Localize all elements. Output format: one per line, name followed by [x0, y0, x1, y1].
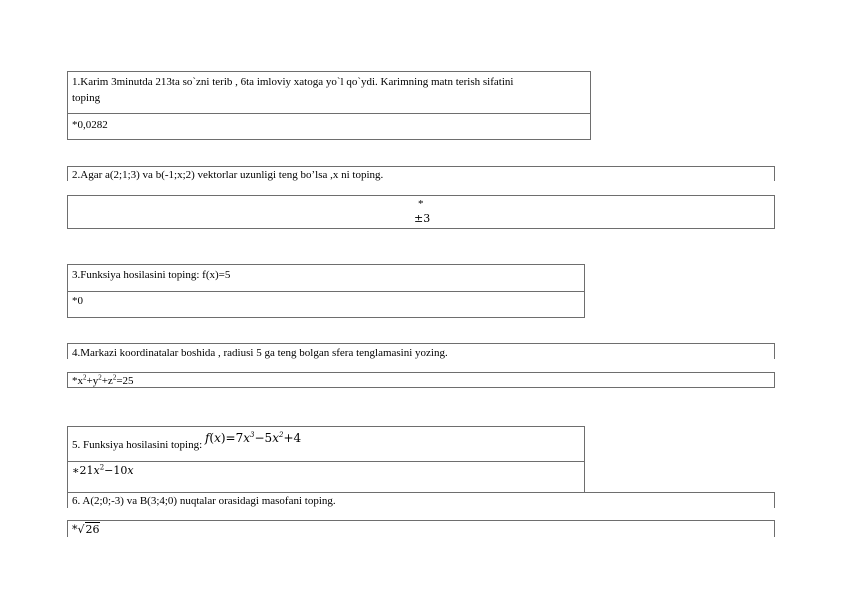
answer-4-text: $*x^2+y^2+z^2=25$: [72, 373, 134, 387]
question-2-box: [67, 166, 775, 181]
question-5-text: 5. Funksiya hosilasini toping: $f(x)=7x^3-5x^2+4$: [72, 431, 302, 451]
question-1-box: [67, 71, 591, 114]
answer-2-box: [67, 195, 775, 229]
question-4-box: [67, 343, 775, 359]
answer-1-box: [67, 113, 591, 140]
answer-2-star: *: [418, 198, 424, 210]
answer-2-text: ±3: [414, 212, 431, 225]
question-3-box: [67, 264, 585, 292]
question-1-text: 1.Karim 3minutda 213ta so`zni terib , 6ta imloviy xatoga yo`l qo`ydi. Karimning matn terish sifatini: [72, 76, 514, 88]
answer-5-box: [67, 461, 585, 493]
question-5-formula: $f(x)=7x^3-5x^2+4$: [204, 431, 302, 445]
answer-3-text: *0: [72, 295, 83, 307]
answer-4-box: [67, 372, 775, 388]
question-6-text: 6. A(2;0;-3) va B(3;4;0) nuqtalar orasidagi masofani toping.: [72, 495, 336, 507]
answer-6-box: [67, 520, 775, 537]
answer-5-text: $∗21x^2-10x$: [72, 463, 134, 477]
question-4-text: 4.Markazi koordinatalar boshida , radiusi 5 ga teng bolgan sfera tenglamasini yozing.: [72, 347, 448, 359]
question-3-text: 3.Funksiya hosilasini toping: f(x)=5: [72, 269, 231, 281]
question-6-box: [67, 492, 775, 508]
answer-6-text: *√26: [72, 523, 100, 536]
answer-3-box: [67, 291, 585, 318]
question-1-text-cont: toping: [72, 92, 101, 104]
question-2-text: 2.Agar a(2;1;3) va b(-1;x;2) vektorlar uzunligi teng bo’lsa ,x ni toping.: [72, 169, 384, 181]
answer-1-text: *0,0282: [72, 119, 108, 131]
question-5-box: [67, 426, 585, 462]
